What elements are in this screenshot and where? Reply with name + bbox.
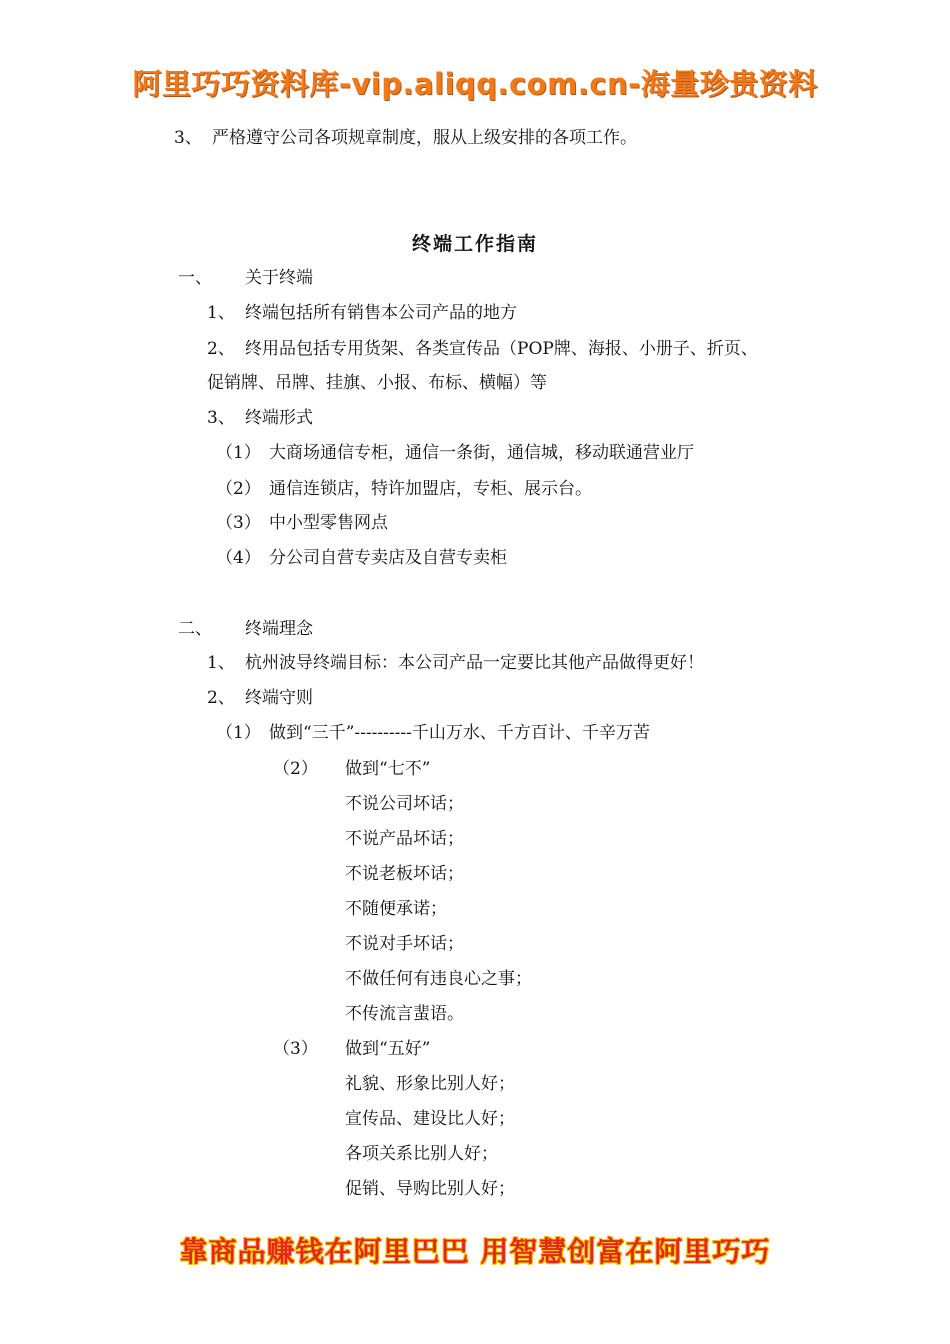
section1-item2-text: 终用品包括专用货架、各类宣传品（POP牌、海报、小册子、折页、 [245,339,758,359]
form2-number: （2） [216,479,261,499]
intro-number: 3、 [174,128,202,148]
section1-item3-text: 终端形式 [245,408,313,428]
rule1-text: 做到“三千”----------千山万水、千方百计、千辛万苦 [269,723,650,743]
section2-heading: 终端理念 [245,619,313,639]
section1-item1-number: 1、 [207,303,235,323]
rule1-number: （1） [216,723,261,743]
section2-item2-text: 终端守则 [245,688,313,708]
form3-text: 中小型零售网点 [269,513,388,533]
rule2-line: 不随便承诺； [345,899,447,919]
form3-number: （3） [216,513,261,533]
section1-item3-number: 3、 [207,408,235,428]
rule3-number: （3） [273,1039,318,1059]
section1-item1-text: 终端包括所有销售本公司产品的地方 [245,303,517,323]
section2-number: 二、 [178,619,212,639]
form4-number: （4） [216,548,261,568]
form1-text: 大商场通信专柜，通信一条街，通信城，移动联通营业厅 [269,443,694,463]
footer-banner: 靠商品赚钱在阿里巴巴 用智慧创富在阿里巧巧 [179,1235,771,1268]
rule3-line: 各项关系比别人好； [345,1144,498,1164]
section1-number: 一、 [178,268,212,288]
rule3-line: 宣传品、建设比人好； [345,1109,515,1129]
section2-item2-number: 2、 [207,688,235,708]
intro-text: 严格遵守公司各项规章制度，服从上级安排的各项工作。 [212,128,637,148]
form2-text: 通信连锁店，特许加盟店，专柜、展示台。 [269,479,592,499]
header-banner: 阿里巧巧资料库-vip.aliqq.com.cn-海量珍贵资料 [132,67,818,101]
form4-text: 分公司自营专卖店及自营专卖柜 [269,548,507,568]
section2-item1-text: 杭州波导终端目标：本公司产品一定要比其他产品做得更好！ [245,653,704,673]
rule2-line: 不说老板坏话； [345,864,464,884]
rule2-line: 不说对手坏话； [345,934,464,954]
rule2-line: 不做任何有违良心之事； [345,969,532,989]
rule2-line: 不说产品坏话； [345,829,464,849]
rule2-heading: 做到“七不” [345,759,431,779]
section1-heading: 关于终端 [245,268,313,288]
section2-item1-number: 1、 [207,653,235,673]
rule3-heading: 做到“五好” [345,1039,431,1059]
rule2-line: 不传流言蜚语。 [345,1004,464,1024]
rule2-line: 不说公司坏话； [345,794,464,814]
rule3-line: 礼貌、形象比别人好； [345,1074,515,1094]
section1-item2-continuation: 促销牌、吊牌、挂旗、小报、布标、横幅）等 [207,373,547,393]
rule2-number: （2） [273,759,318,779]
rule3-line: 促销、导购比别人好； [345,1179,515,1199]
document-title: 终端工作指南 [411,233,538,255]
form1-number: （1） [216,443,261,463]
section1-item2-number: 2、 [207,339,235,359]
